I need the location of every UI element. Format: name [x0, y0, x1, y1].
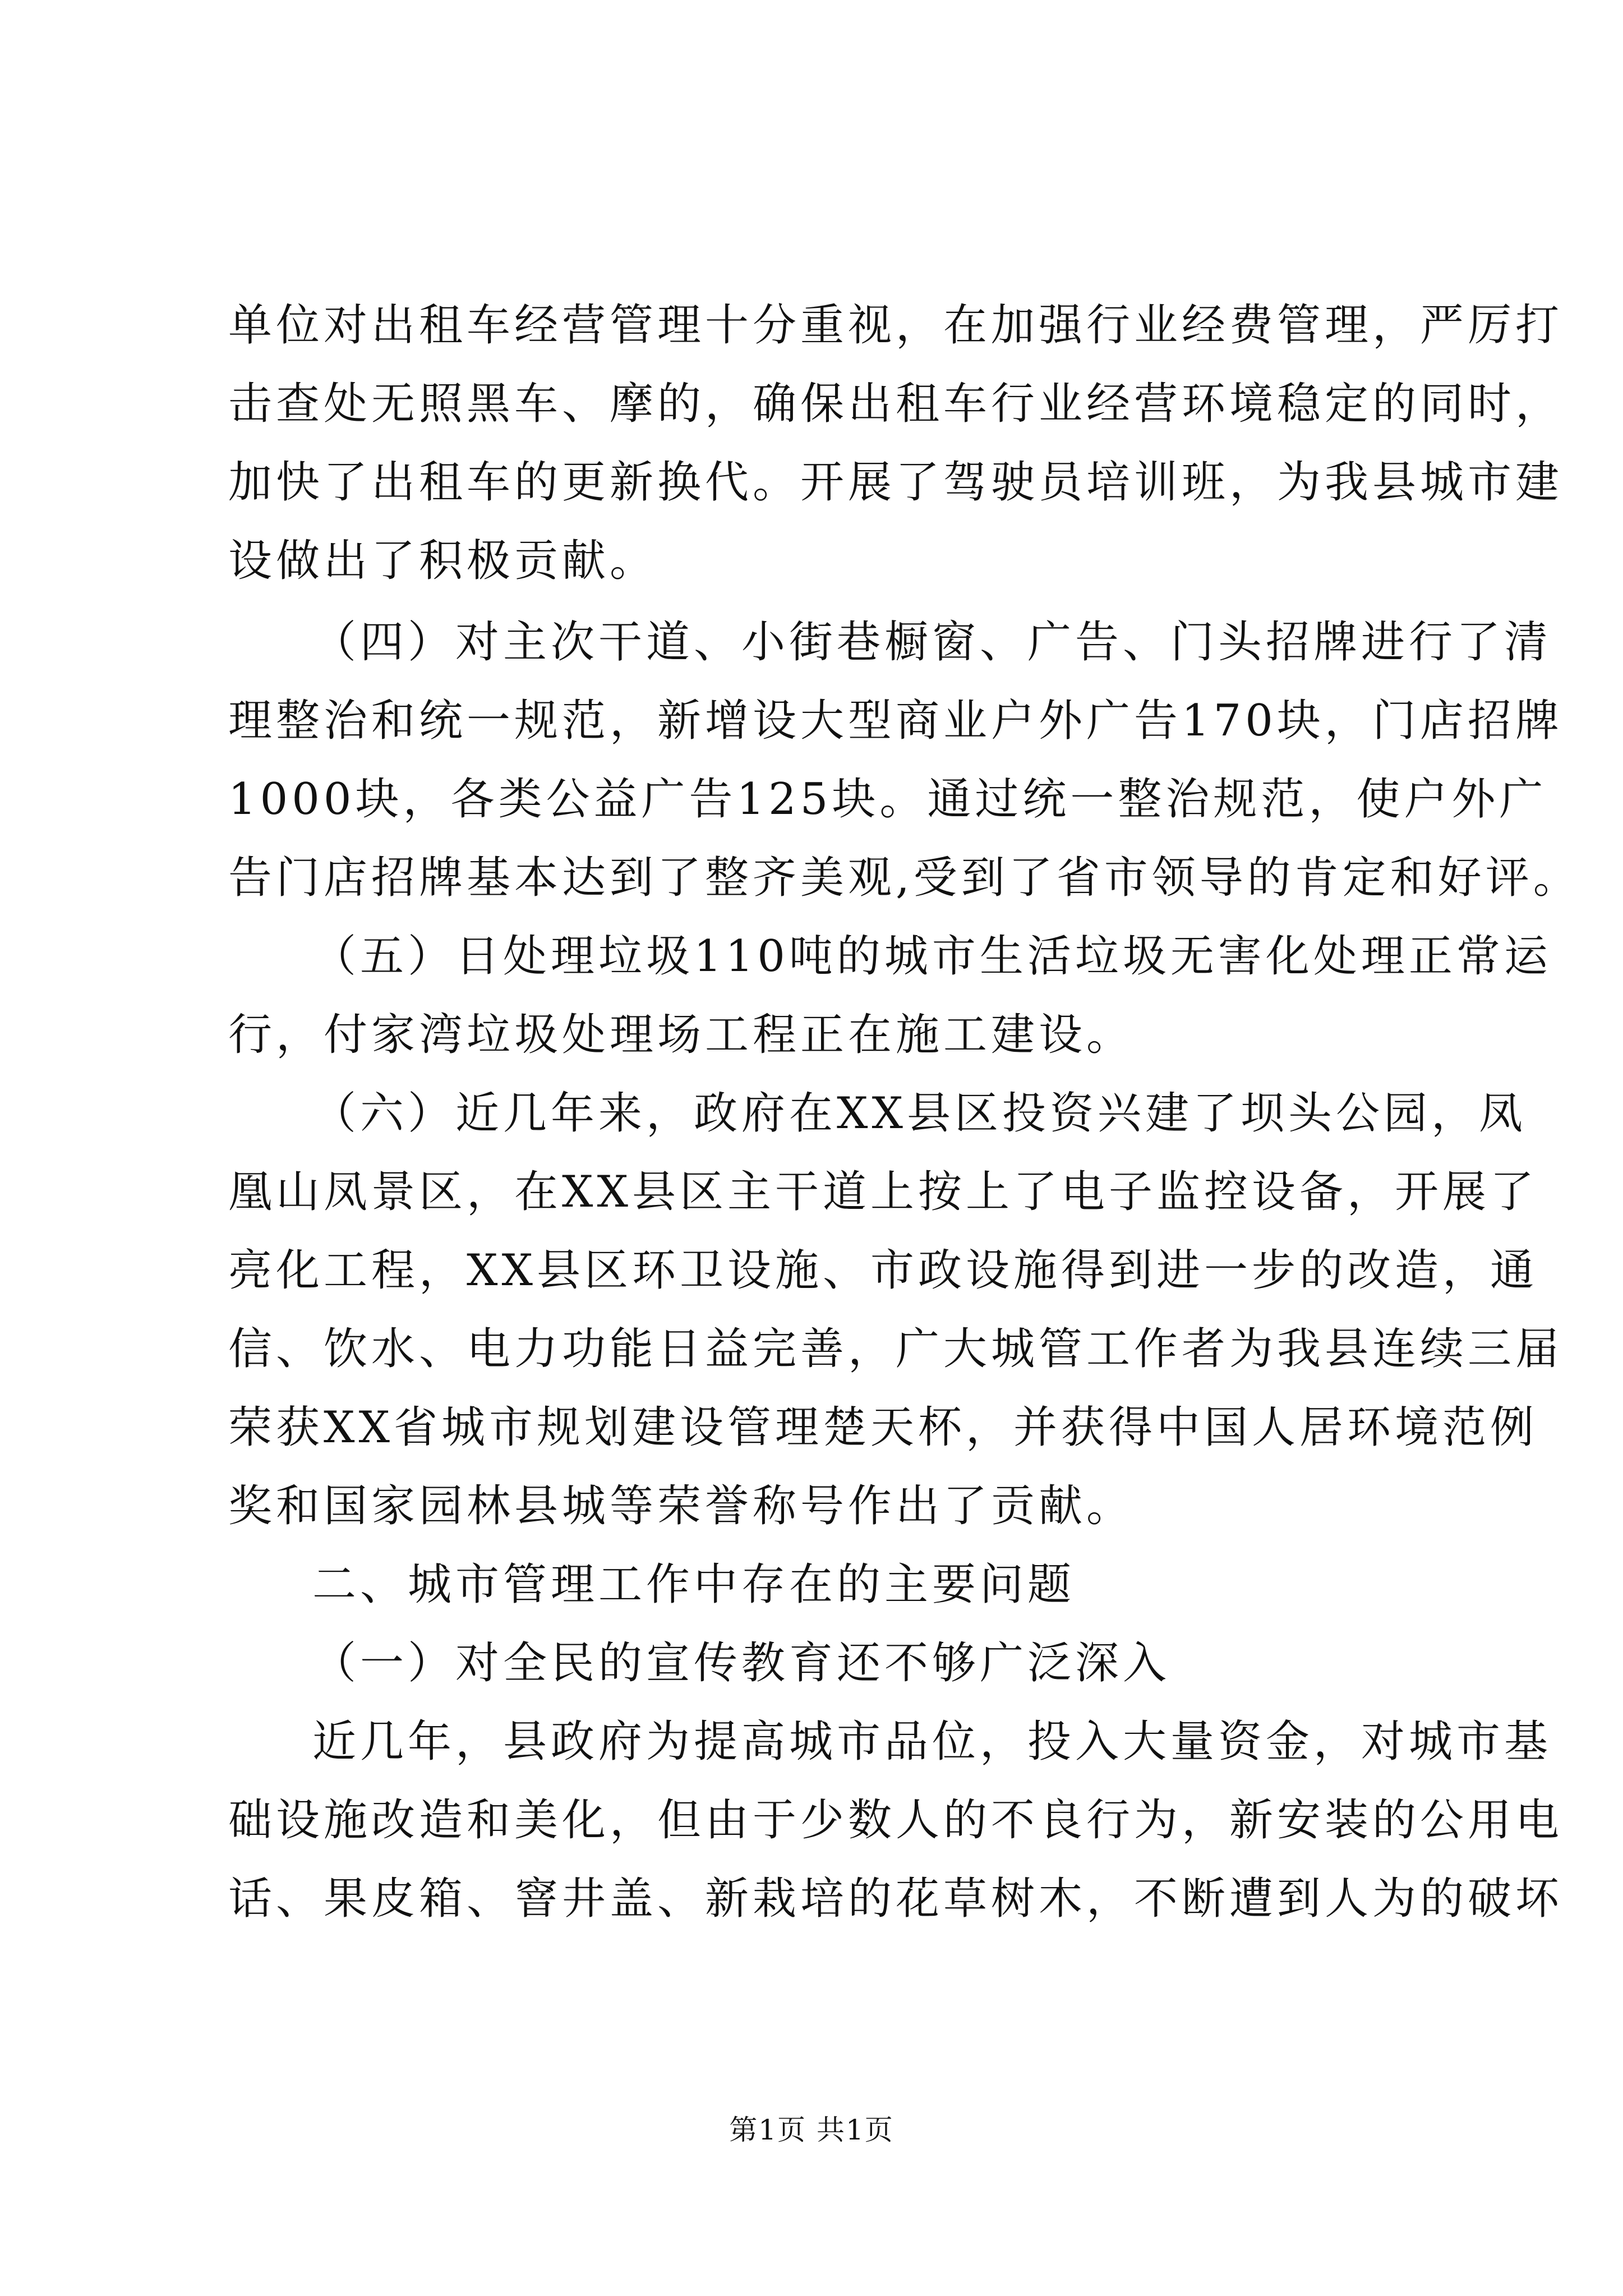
paragraph-five-start: （五）日处理垃圾110吨的城市生活垃圾无害化处理正常运 — [312, 931, 1552, 982]
paragraph-six-start: （六）近几年来，政府在XX县区投资兴建了坝头公园，凤 — [312, 1088, 1527, 1139]
text-line: 加快了出租车的更新换代。开展了驾驶员培训班，为我县城市建 — [228, 457, 1564, 508]
text-line: 凰山凤景区，在XX县区主干道上按上了电子监控设备，开展了 — [228, 1167, 1538, 1217]
text-line: 奖和国家园林县城等荣誉称号作出了贡献。 — [228, 1481, 1135, 1531]
page-footer: 第1页 共1页 — [729, 2114, 894, 2146]
text-line: 设做出了积极贡献。 — [228, 536, 658, 586]
text-line: 1000块，各类公益广告125块。通过统一整治规范，使户外广 — [228, 774, 1547, 825]
text-line: 信、饮水、电力功能日益完善，广大城管工作者为我县连续三届 — [228, 1324, 1564, 1374]
paragraph-start: 近几年，县政府为提高城市品位，投入大量资金，对城市基 — [312, 1717, 1552, 1767]
text-line: 单位对出租车经营管理十分重视，在加强行业经费管理，严厉打 — [228, 300, 1564, 351]
text-line: 告门店招牌基本达到了整齐美观,受到了省市领导的肯定和好评。 — [228, 853, 1581, 903]
text-line: 话、果皮箱、窨井盖、新栽培的花草树木，不断遭到人为的破坏 — [228, 1874, 1564, 1924]
text-line: 行，付家湾垃圾处理场工程正在施工建设。 — [228, 1010, 1135, 1060]
text-line: 础设施改造和美化，但由于少数人的不良行为，新安装的公用电 — [228, 1795, 1564, 1846]
subsection-heading: （一）对全民的宣传教育还不够广泛深入 — [312, 1638, 1171, 1688]
section-heading: 二、城市管理工作中存在的主要问题 — [312, 1559, 1076, 1610]
text-line: 荣获XX省城市规划建设管理楚天杯，并获得中国人居环境范例 — [228, 1402, 1538, 1453]
text-line: 击查处无照黑车、摩的，确保出租车行业经营环境稳定的同时， — [228, 379, 1564, 429]
text-line: 亮化工程，XX县区环卫设施、市政设施得到进一步的改造，通 — [228, 1245, 1538, 1296]
paragraph-four-start: （四）对主次干道、小街巷橱窗、广告、门头招牌进行了清 — [312, 617, 1552, 668]
text-line: 理整治和统一规范，新增设大型商业户外广告170块，门店招牌 — [228, 696, 1563, 746]
